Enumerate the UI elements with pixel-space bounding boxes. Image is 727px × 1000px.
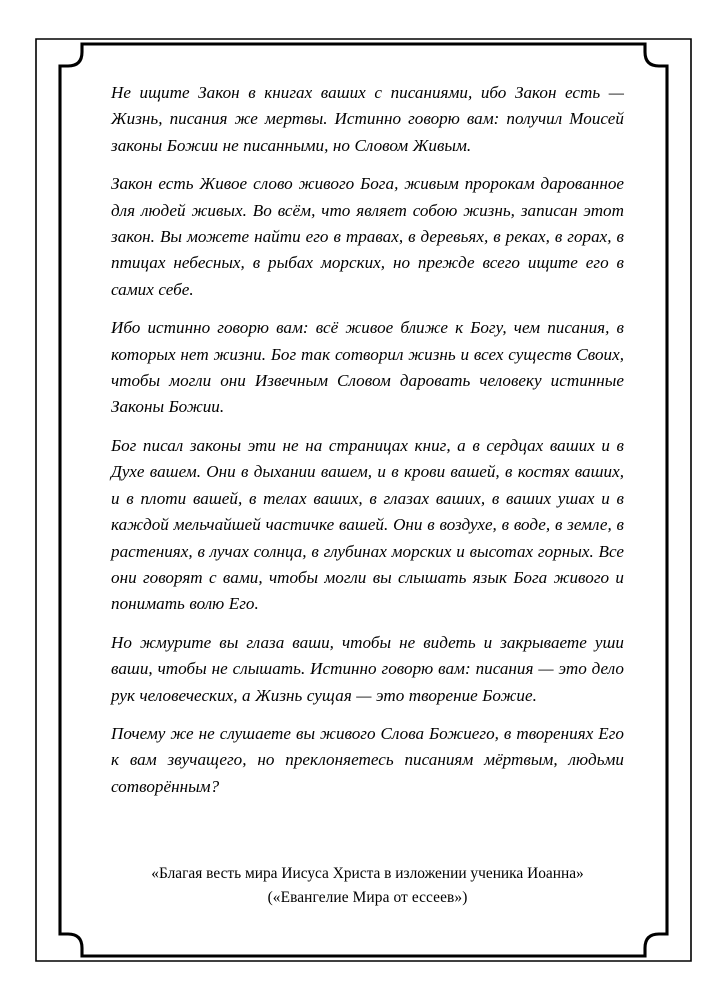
paragraph: Закон есть Живое слово живого Бога, живым пророкам дарованное для людей живых. Во всём, что являет собою жизнь, записан этот закон. Вы можете найти его в травах, в деревьях, в реках, в горах, в птицах небесных, в рыбах морских, но прежде всего ищите его в самих себе.	[111, 174, 624, 299]
attribution-title: «Благая весть мира Иисуса Христа в изложении ученика Иоанна»	[151, 865, 584, 882]
paragraph: Не ищите Закон в книгах ваших с писаниями, ибо Закон есть — Жизнь, писания же мертвы. Истинно говорю вам: получил Моисей законы Божии не писанными, но Словом Живым.	[111, 83, 624, 155]
body-text-block	[111, 80, 624, 800]
paragraph: Бог писал законы эти не на страницах книг, а в сердцах ваших и в Духе вашем. Они в дыхании вашем, и в крови вашей, в костях ваших, и в плоти вашей, в телах ваших, в глазах ваших, в ваших ушах и в каждой мельчайшей частичке вашей. Они в воздухе, в воде, в земле, в растениях, в лучах солнца, в глубинах морских и высотах горных. Все они говорят с вами, чтобы могли вы слышать язык Бога живого и понимать волю Его.	[111, 435, 624, 614]
paragraph: Почему же не слушаете вы живого Слова Божиего, в творениях Его к вам звучащего, но преклоняетесь писаниям мёртвым, людьми сотворённым?	[111, 723, 624, 796]
attribution-subtitle: («Евангелие Мира от ессеев»)	[267, 889, 468, 906]
source-attribution	[111, 862, 624, 910]
paragraph: Ибо истинно говорю вам: всё живое ближе к Богу, чем писания, в которых нет жизни. Бог так сотворил жизнь и всех существ Своих, чтобы могли они Извечным Словом даровать человеку истинные Законы Божии.	[111, 318, 624, 417]
paragraph: Но жмурите вы глаза ваши, чтобы не видеть и закрываете уши ваши, чтобы не слышать. Истинно говорю вам: писания — это дело рук человеческих, а Жизнь сущая — это творение Божие.	[111, 632, 624, 705]
